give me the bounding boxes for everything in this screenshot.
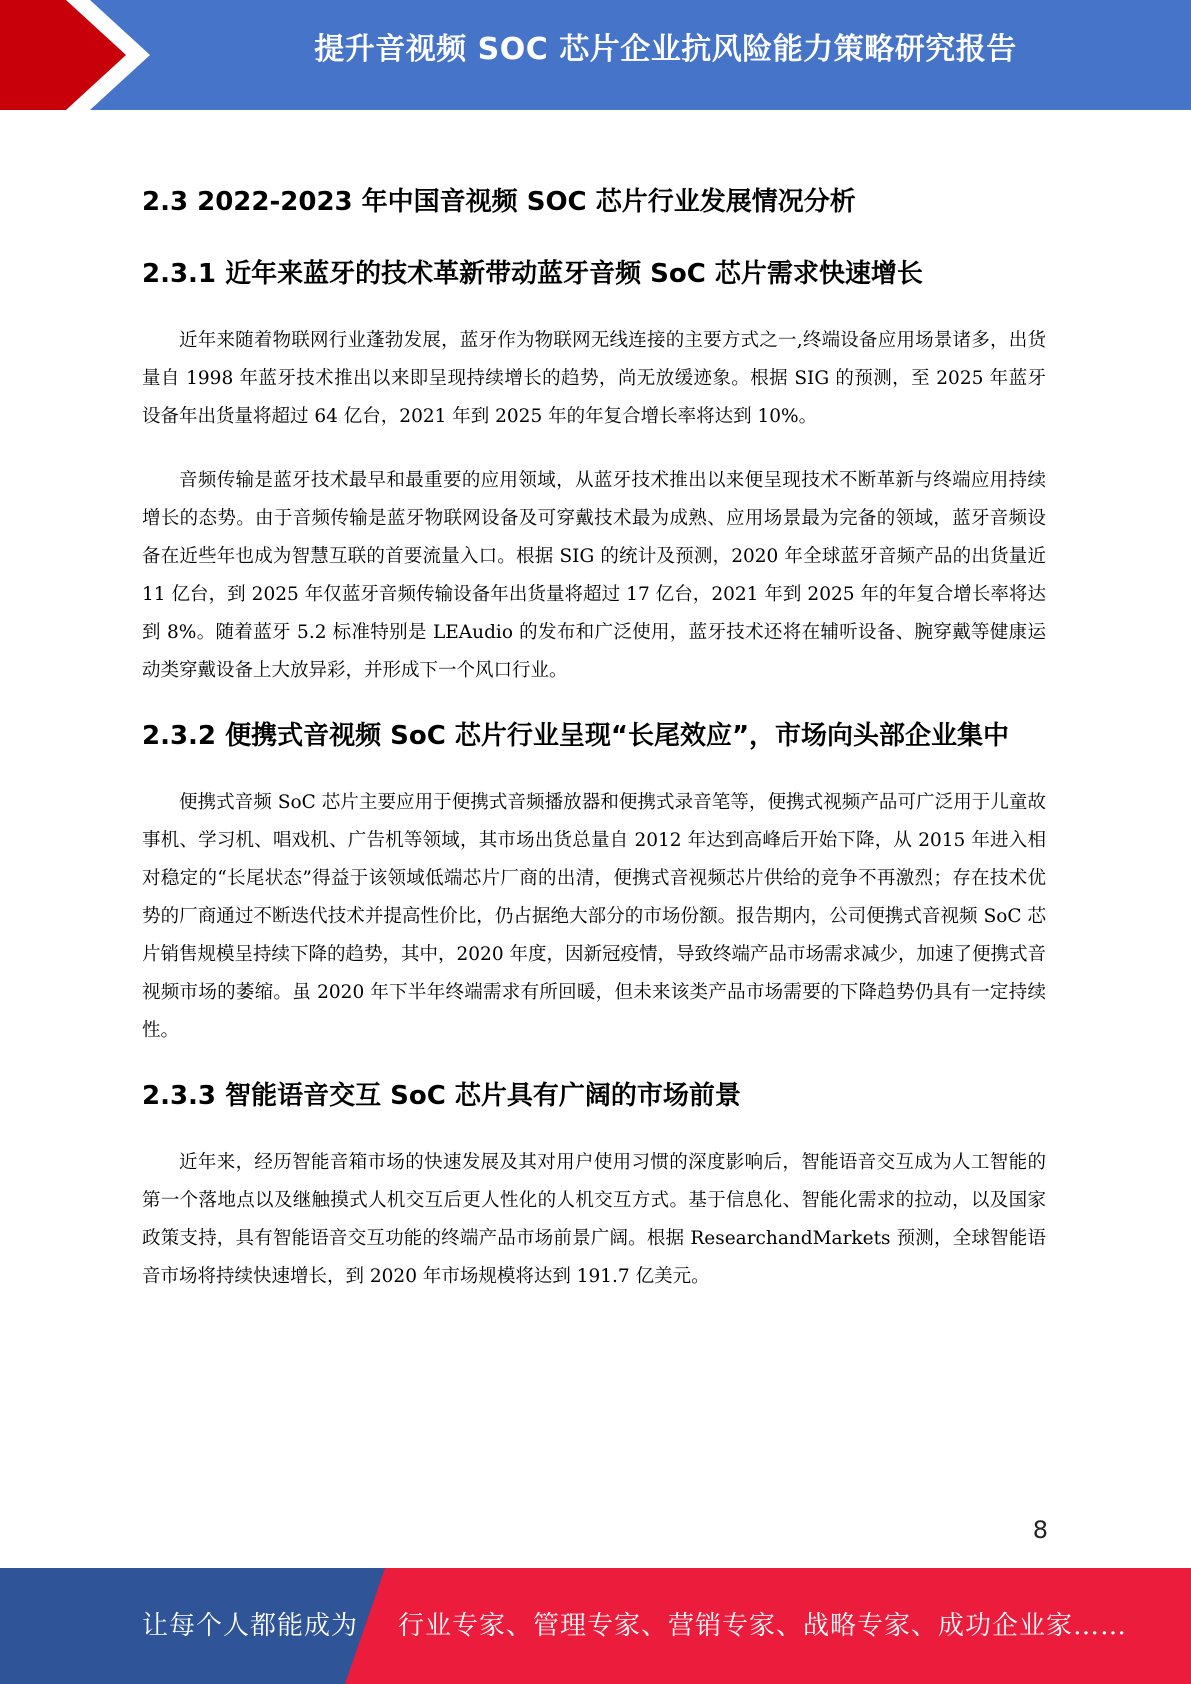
page-content (142, 160, 1046, 1322)
footer-slogan-right: 行业专家、管理专家、营销专家、战略专家、成功企业家…… (398, 1611, 1128, 1641)
page-header (0, 0, 1191, 110)
chevron-arrow-icon (0, 0, 160, 110)
paragraph: 近年来，经历智能音箱市场的快速发展及其对用户使用习惯的深度影响后，智能语音交互成为人工智能的第一个落地点以及继触摸式人机交互后更人性化的人机交互方式。基于信息化、智能化需求的拉动，以及国家政策支持，具有智能语音交互功能的终端产品市场前景广阔。根据 ResearchandMarkets 预测，全球智能语音市场将持续快速增长，到 2020 年市场规模将达到 191.7 亿美元。 (142, 1152, 1046, 1287)
report-title: 提升音视频 SOC 芯片企业抗风险能力策略研究报告 (314, 32, 1017, 67)
subsection-heading-2-3-3: 2.3.3 智能语音交互 SoC 芯片具有广阔的市场前景 (142, 1081, 741, 1111)
section-heading: 2.3 2022-2023 年中国音视频 SOC 芯片行业发展情况分析 (142, 187, 856, 217)
page-number: 8 (1032, 1516, 1048, 1544)
footer-slogan-left: 让每个人都能成为 (142, 1611, 359, 1641)
paragraph: 近年来随着物联网行业蓬勃发展，蓝牙作为物联网无线连接的主要方式之一,终端设备应用场景诸多，出货量自 1998 年蓝牙技术推出以来即呈现持续增长的趋势，尚无放缓迹象。根据 SIG 的预测，至 2025 年蓝牙设备年出货量将超过 64 亿台，2021 年到 2025 年的年复合增长率将达到 10%。 (142, 330, 1046, 427)
page-footer (0, 1568, 1191, 1684)
paragraph: 音频传输是蓝牙技术最早和最重要的应用领域，从蓝牙技术推出以来便呈现技术不断革新与终端应用持续增长的态势。由于音频传输是蓝牙物联网设备及可穿戴技术最为成熟、应用场景最为完备的领域，蓝牙音频设备在近些年也成为智慧互联的首要流量入口。根据 SIG 的统计及预测，2020 年全球蓝牙音频产品的出货量近 11 亿台，到 2025 年仅蓝牙音频传输设备年出货量将超过 17 亿台，2021 年到 2025 年的年复合增长率将达到 8%。随着蓝牙 5.2 标准特别是 LEAudio 的发布和广泛使用，蓝牙技术还将在辅听设备、腕穿戴等健康运动类穿戴设备上大放异彩，并形成下一个风口行业。 (142, 470, 1046, 681)
subsection-heading-2-3-1: 2.3.1 近年来蓝牙的技术革新带动蓝牙音频 SoC 芯片需求快速增长 (142, 259, 923, 289)
paragraph: 便携式音频 SoC 芯片主要应用于便携式音频播放器和便携式录音笔等，便携式视频产品可广泛用于儿童故事机、学习机、唱戏机、广告机等领域，其市场出货总量自 2012 年达到高峰后开始下降，从 2015 年进入相对稳定的“长尾状态”得益于该领域低端芯片厂商的出清，便携式音视频芯片供给的竞争不再激烈；存在技术优势的厂商通过不断迭代技术并提高性价比，仍占据绝大部分的市场份额。报告期内，公司便携式音视频 SoC 芯片销售规模呈持续下降的趋势，其中，2020 年度，因新冠疫情，导致终端产品市场需求减少，加速了便携式音视频市场的萎缩。虽 2020 年下半年终端需求有所回暖，但未来该类产品市场需要的下降趋势仍具有一定持续性。 (142, 792, 1046, 1041)
subsection-heading-2-3-2: 2.3.2 便携式音视频 SoC 芯片行业呈现“长尾效应”，市场向头部企业集中 (142, 721, 1010, 751)
